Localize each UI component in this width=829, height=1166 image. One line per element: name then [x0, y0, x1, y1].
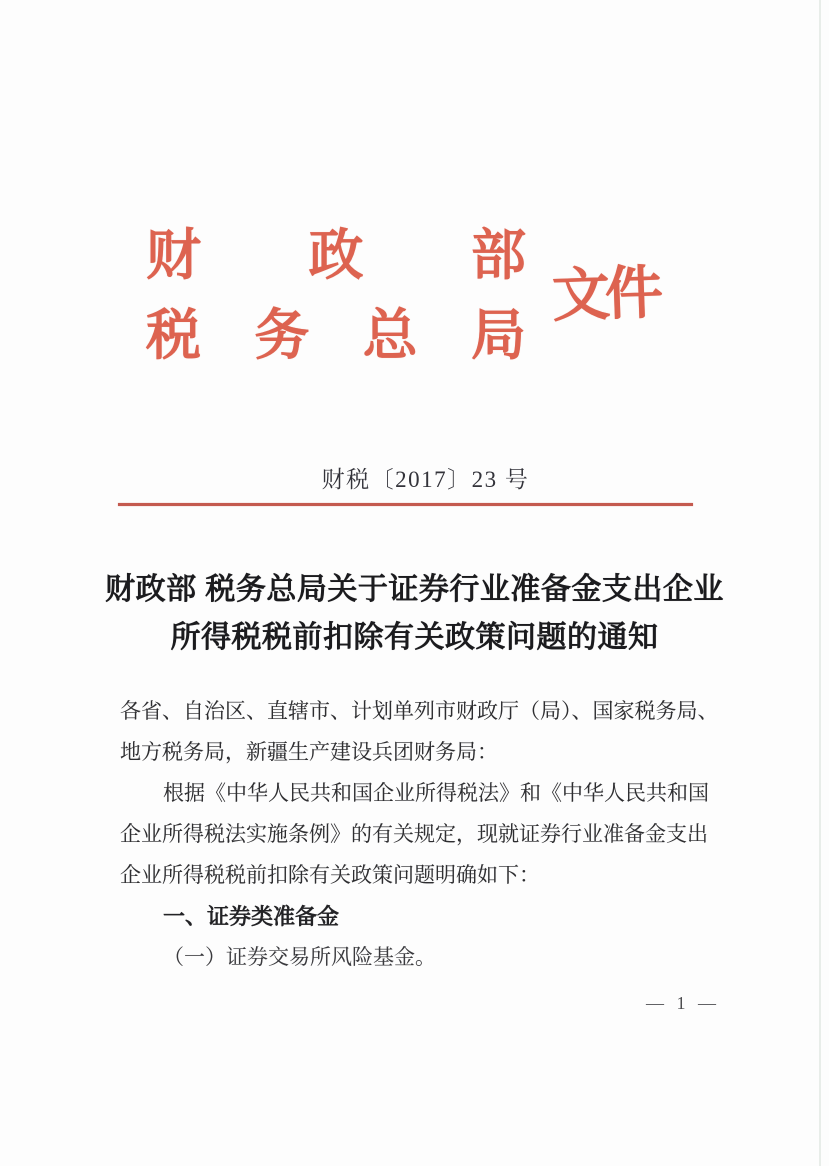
paragraph-line: 企业所得税税前扣除有关政策问题明确如下： — [120, 863, 540, 887]
scan-edge-artifact — [819, 0, 821, 1166]
org-char: 税 — [146, 305, 202, 366]
section-heading: 一、证券类准备金 — [163, 904, 340, 929]
org-char: 务 — [254, 305, 310, 366]
org-char: 政 — [308, 225, 364, 286]
document-number: 财税〔2017〕23 号 — [321, 467, 530, 492]
paragraph-line: 根据《中华人民共和国企业所得税法》和《中华人民共和国 — [163, 781, 709, 805]
org-char: 财 — [146, 225, 202, 286]
document-body — [120, 691, 735, 978]
letterhead-wenjian-label: 文件 — [550, 260, 660, 329]
section-item: （一）证券交易所风险基金。 — [163, 945, 436, 969]
org-name-line1 — [146, 225, 526, 286]
salutation-line: 地方税务局，新疆生产建设兵团财务局： — [120, 740, 498, 764]
page-number: — 1 — — [646, 993, 720, 1013]
red-divider-line — [118, 503, 693, 506]
org-char: 部 — [470, 225, 526, 286]
salutation-line: 各省、自治区、直辖市、计划单列市财政厅（局）、国家税务局、 — [120, 699, 719, 723]
document-title-line2: 所得税税前扣除有关政策问题的通知 — [170, 621, 659, 654]
org-char: 局 — [470, 305, 526, 366]
document-title — [0, 566, 829, 662]
letterhead-org-name — [146, 225, 526, 366]
org-char: 总 — [362, 305, 418, 366]
paragraph-line: 企业所得税法实施条例》的有关规定，现就证券行业准备金支出 — [120, 822, 708, 846]
org-name-line2 — [146, 305, 526, 366]
document-title-line1: 财政部 税务总局关于证券行业准备金支出企业 — [105, 573, 724, 606]
